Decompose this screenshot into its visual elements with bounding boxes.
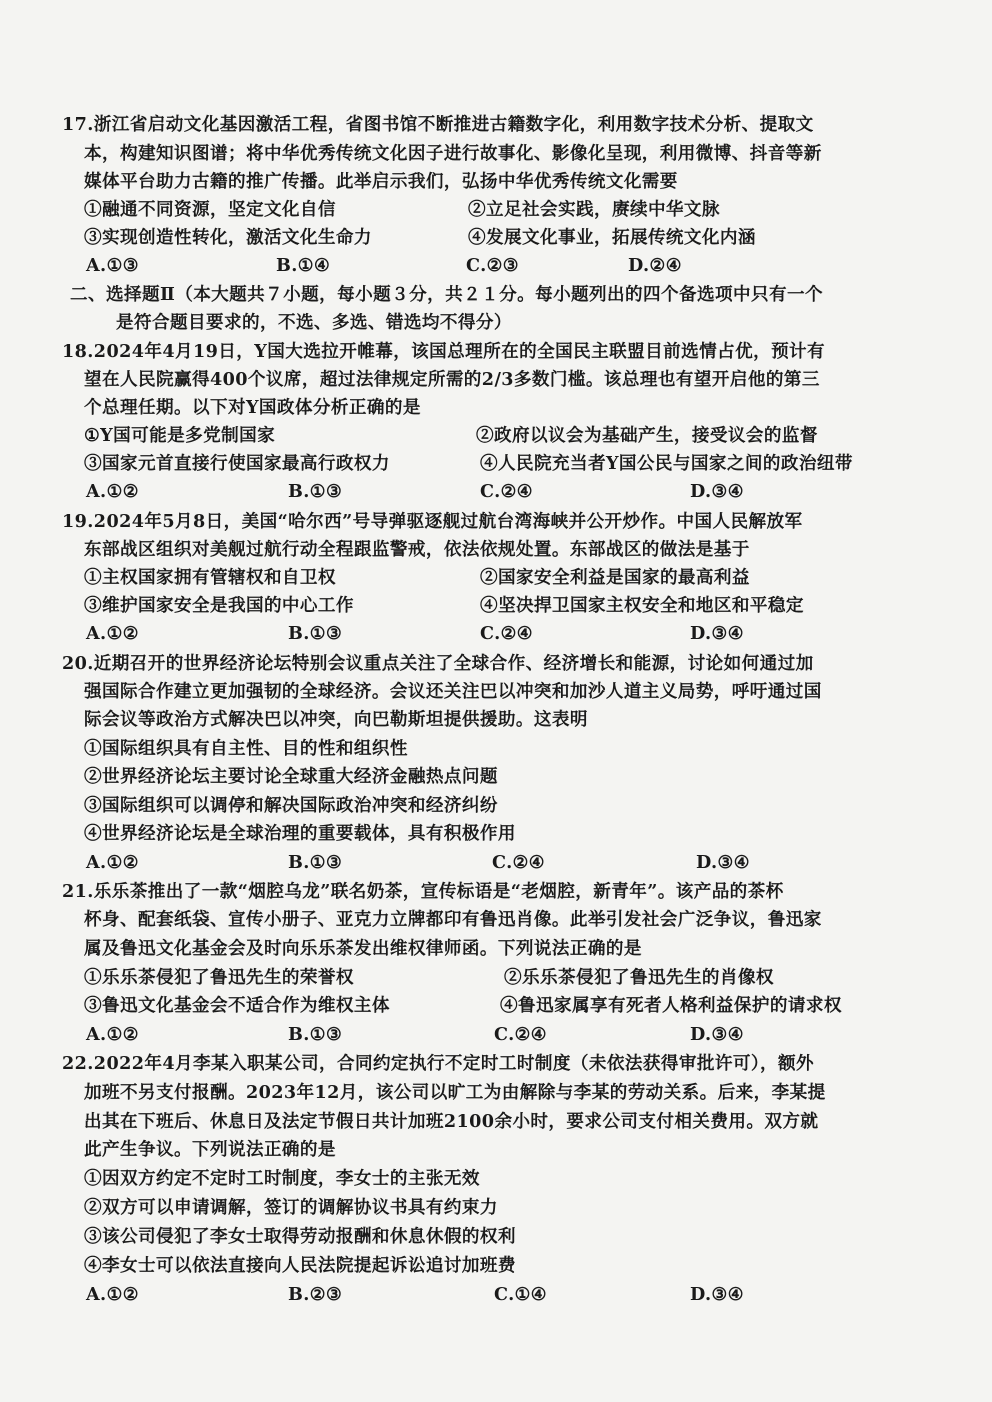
- q20-option-3: ③国际组织可以调停和解决国际政治冲突和经济纠纷: [84, 795, 498, 816]
- q19-option-2: ②国家安全利益是国家的最高利益: [480, 567, 750, 588]
- q18-option-2: ②政府以议会为基础产生，接受议会的监督: [476, 425, 818, 446]
- q17-choice-d: D.②④: [628, 255, 682, 276]
- q22-option-2: ②双方可以申请调解，签订的调解协议书具有约束力: [84, 1197, 498, 1218]
- q22-choice-c: C.①④: [494, 1284, 547, 1305]
- q19-option-4: ④坚决捍卫国家主权安全和地区和平稳定: [480, 595, 804, 616]
- q17-stem-line-3: 媒体平台助力古籍的推广传播。此举启示我们，弘扬中华优秀传统文化需要: [84, 171, 678, 192]
- q20-choice-b: B.①③: [288, 852, 343, 873]
- q22-option-3: ③该公司侵犯了李女士取得劳动报酬和休息休假的权利: [84, 1226, 516, 1247]
- q19-choice-b: B.①③: [288, 623, 343, 644]
- q17-choice-a: A.①③: [86, 255, 139, 276]
- q22-option-4: ④李女士可以依法直接向人民法院提起诉讼追讨加班费: [84, 1255, 516, 1276]
- q18-choice-b: B.①③: [288, 481, 343, 502]
- q21-choice-d: D.③④: [690, 1024, 744, 1045]
- q18-stem-line-1: 18.2024年4月19日，Y国大选拉开帷幕，该国总理所在的全国民主联盟目前选情占优，预计有: [62, 341, 826, 362]
- q21-stem-line-1: 21.乐乐茶推出了一款“烟腔乌龙”联名奶茶，宣传标语是“老烟腔，新青年”。该产品的茶杯: [62, 881, 784, 902]
- q19-choice-d: D.③④: [690, 623, 744, 644]
- q21-option-3: ③鲁迅文化基金会不适合作为维权主体: [84, 995, 390, 1016]
- q20-choice-a: A.①②: [86, 852, 139, 873]
- q21-choice-c: C.②④: [494, 1024, 547, 1045]
- q22-choice-d: D.③④: [690, 1284, 744, 1305]
- q22-stem-line-1: 22.2022年4月李某入职某公司，合同约定执行不定时工时制度（未依法获得审批许可），额外: [62, 1053, 814, 1074]
- q21-choice-b: B.①③: [288, 1024, 343, 1045]
- q20-stem-line-2: 强国际合作建立更加强韧的全球经济。会议还关注巴以冲突和加沙人道主义局势，呼吁通过国: [84, 681, 822, 702]
- q22-choice-b: B.②③: [288, 1284, 343, 1305]
- q22-stem-line-2: 加班不另支付报酬。2023年12月，该公司以旷工为由解除与李某的劳动关系。后来，李某提: [84, 1082, 826, 1103]
- q21-option-4: ④鲁迅家属享有死者人格利益保护的请求权: [500, 995, 842, 1016]
- q21-option-2: ②乐乐茶侵犯了鲁迅先生的肖像权: [504, 967, 774, 988]
- q18-option-1: ①Y国可能是多党制国家: [84, 425, 276, 446]
- q17-option-4: ④发展文化事业，拓展传统文化内涵: [468, 227, 756, 248]
- q17-option-3: ③实现创造性转化，激活文化生命力: [84, 227, 372, 248]
- q22-stem-line-4: 此产生争议。下列说法正确的是: [84, 1139, 336, 1160]
- section-2-heading-line-1: 二、选择题Ⅱ（本大题共７小题，每小题３分，共２１分。每小题列出的四个备选项中只有一个: [70, 284, 823, 305]
- q20-stem-line-1: 20.近期召开的世界经济论坛特别会议重点关注了全球合作、经济增长和能源，讨论如何通过加: [62, 653, 814, 674]
- q18-choice-d: D.③④: [690, 481, 744, 502]
- q22-stem-line-3: 出其在下班后、休息日及法定节假日共计加班2100余小时，要求公司支付相关费用。双方就: [84, 1111, 819, 1132]
- q19-option-1: ①主权国家拥有管辖权和自卫权: [84, 567, 336, 588]
- q20-choice-c: C.②④: [492, 852, 545, 873]
- q18-choice-c: C.②④: [480, 481, 533, 502]
- q21-stem-line-3: 属及鲁迅文化基金会及时向乐乐茶发出维权律师函。下列说法正确的是: [84, 938, 642, 959]
- q18-choice-a: A.①②: [86, 481, 139, 502]
- q20-stem-line-3: 际会议等政治方式解决巴以冲突，向巴勒斯坦提供援助。这表明: [84, 709, 588, 730]
- q19-option-3: ③维护国家安全是我国的中心工作: [84, 595, 354, 616]
- q18-stem-line-2: 望在人民院赢得400个议席，超过法律规定所需的2/3多数门槛。该总理也有望开启他的第三: [84, 369, 820, 390]
- q21-choice-a: A.①②: [86, 1024, 139, 1045]
- q17-choice-c: C.②③: [466, 255, 519, 276]
- q21-stem-line-2: 杯身、配套纸袋、宣传小册子、亚克力立牌都印有鲁迅肖像。此举引发社会广泛争议，鲁迅家: [84, 909, 822, 930]
- q22-choice-a: A.①②: [86, 1284, 139, 1305]
- q17-stem-line-2: 本，构建知识图谱；将中华优秀传统文化因子进行故事化、影像化呈现，利用微博、抖音等新: [84, 143, 822, 164]
- q18-option-3: ③国家元首直接行使国家最高行政权力: [84, 453, 390, 474]
- q17-option-2: ②立足社会实践，赓续中华文脉: [468, 199, 720, 220]
- q20-option-2: ②世界经济论坛主要讨论全球重大经济金融热点问题: [84, 766, 498, 787]
- q19-choice-a: A.①②: [86, 623, 139, 644]
- q18-stem-line-3: 个总理任期。以下对Y国政体分析正确的是: [84, 397, 421, 418]
- q18-option-4: ④人民院充当者Y国公民与国家之间的政治纽带: [480, 453, 853, 474]
- q20-option-1: ①国际组织具有自主性、目的性和组织性: [84, 738, 408, 759]
- q20-choice-d: D.③④: [696, 852, 750, 873]
- q22-option-1: ①因双方约定不定时工时制度，李女士的主张无效: [84, 1168, 480, 1189]
- q19-stem-line-2: 东部战区组织对美舰过航行动全程跟监警戒，依法依规处置。东部战区的做法是基于: [84, 539, 750, 560]
- q17-stem-line-1: 17.浙江省启动文化基因激活工程，省图书馆不断推进古籍数字化，利用数字技术分析、提取文: [62, 114, 814, 135]
- q19-stem-line-1: 19.2024年5月8日，美国“哈尔西”号导弹驱逐舰过航台湾海峡并公开炒作。中国人民解放军: [62, 511, 803, 532]
- q17-choice-b: B.①④: [276, 255, 331, 276]
- q19-choice-c: C.②④: [480, 623, 533, 644]
- q17-option-1: ①融通不同资源，坚定文化自信: [84, 199, 336, 220]
- q21-option-1: ①乐乐茶侵犯了鲁迅先生的荣誉权: [84, 967, 354, 988]
- q20-option-4: ④世界经济论坛是全球治理的重要载体，具有积极作用: [84, 823, 516, 844]
- section-2-heading-line-2: 是符合题目要求的，不选、多选、错选均不得分）: [116, 312, 512, 333]
